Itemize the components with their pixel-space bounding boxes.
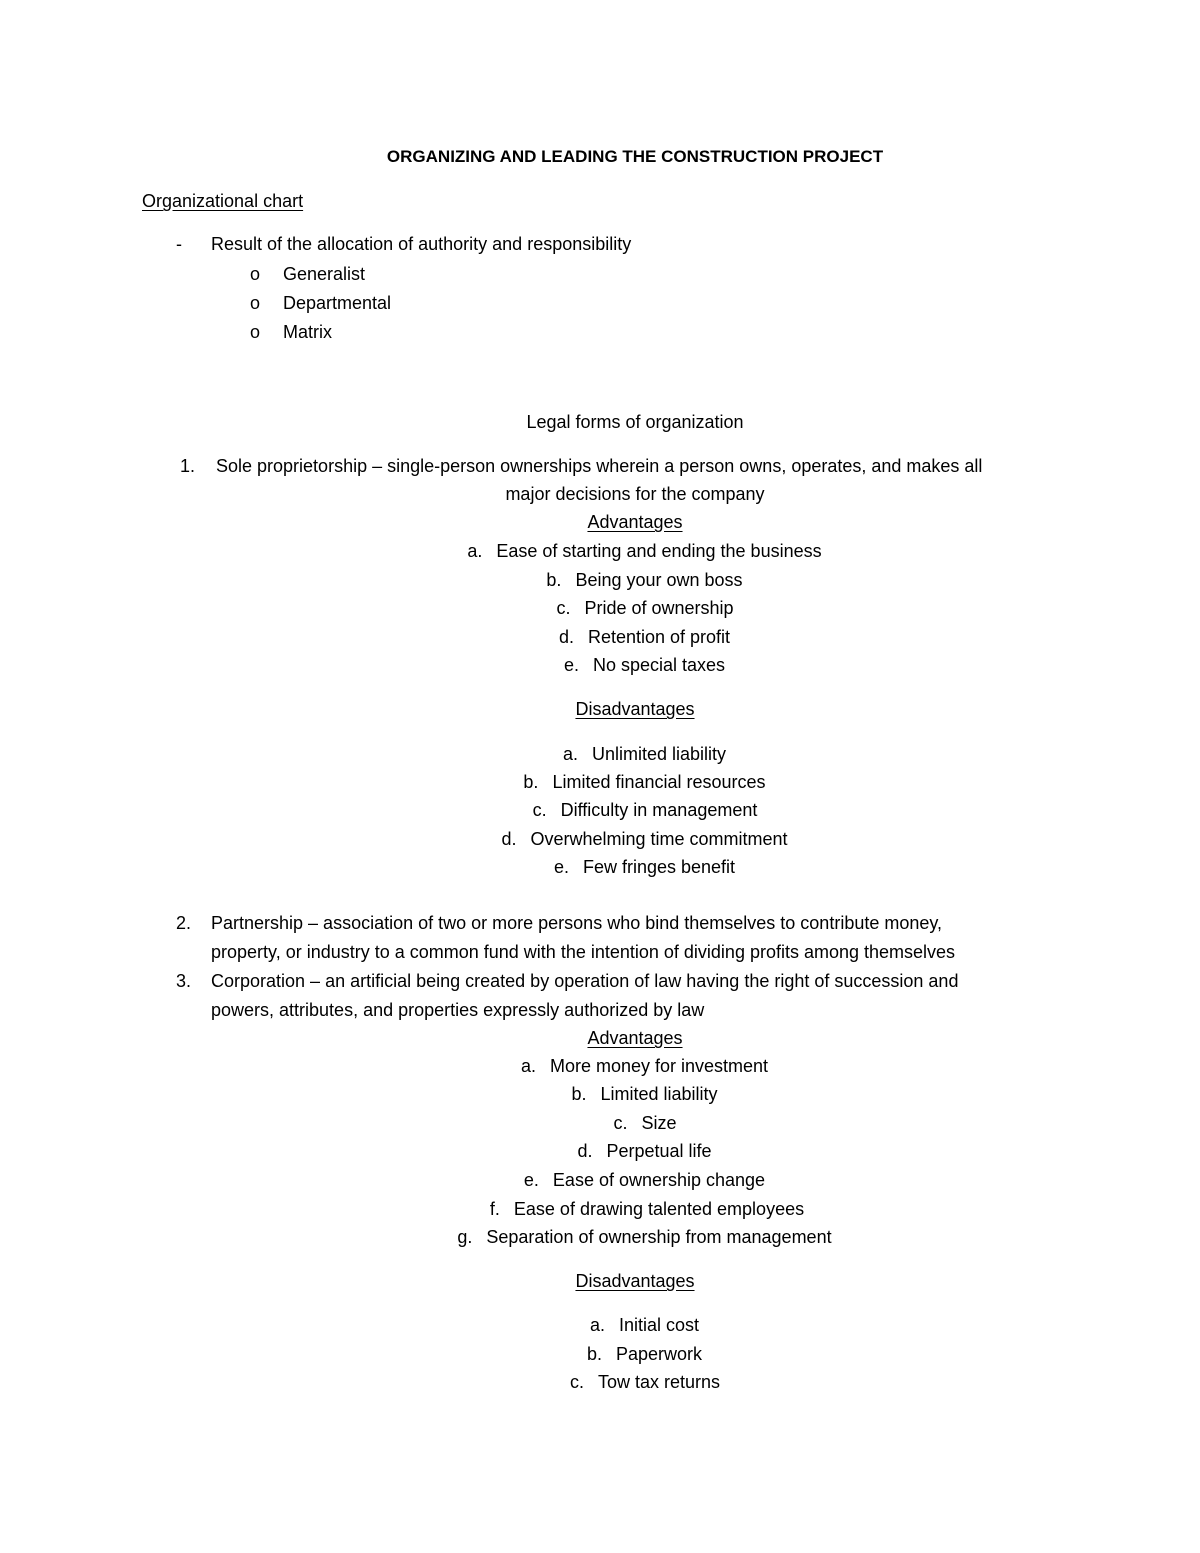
list-item: g. Separation of ownership from management — [457, 1227, 832, 1247]
list-item: d. Retention of profit — [558, 627, 731, 647]
item3-advantages-heading: Advantages — [587, 1028, 683, 1048]
list-item: b. Limited liability — [571, 1084, 718, 1104]
list-item: a. Unlimited liability — [562, 744, 727, 764]
item2-text-line2: property, or industry to a common fund with the intention of dividing profits among themselves — [211, 942, 956, 962]
item-number-2: 2. — [176, 913, 192, 933]
list-item: a. More money for investment — [520, 1056, 769, 1076]
item-number-3: 3. — [176, 971, 192, 991]
document-title: ORGANIZING AND LEADING THE CONSTRUCTION PROJECT — [386, 147, 884, 166]
list-item: b. Being your own boss — [546, 570, 743, 590]
list-item: d. Overwhelming time commitment — [501, 829, 788, 849]
list-item: d. Perpetual life — [577, 1141, 712, 1161]
item2-text-line1: Partnership – association of two or more persons who bind themselves to contribute money, — [211, 913, 943, 933]
sub-item-generalist: Generalist — [283, 264, 366, 284]
item1-text-line2: major decisions for the company — [505, 484, 765, 504]
sub-item-matrix: Matrix — [283, 322, 332, 342]
legal-forms-heading: Legal forms of organization — [526, 412, 744, 432]
sub-bullet: o — [250, 264, 261, 284]
list-item: c. Size — [613, 1113, 677, 1133]
item3-text-line1: Corporation – an artificial being created by operation of law having the right of succession and — [211, 971, 959, 991]
org-chart-item: Result of the allocation of authority and responsibility — [211, 234, 632, 254]
list-item: e. Few fringes benefit — [553, 857, 736, 877]
list-item: b. Limited financial resources — [523, 772, 766, 792]
item1-text-line1: Sole proprietorship – single-person ownerships wherein a person owns, operates, and makes all — [216, 456, 983, 476]
item3-text-line2: powers, attributes, and properties expressly authorized by law — [211, 1000, 705, 1020]
item1-disadvantages-heading: Disadvantages — [575, 699, 695, 719]
dash-bullet: - — [176, 234, 182, 254]
list-item: e. Ease of ownership change — [523, 1170, 766, 1190]
item3-disadvantages-heading: Disadvantages — [575, 1271, 695, 1291]
list-item: c. Tow tax returns — [569, 1372, 721, 1392]
list-item: f. Ease of drawing talented employees — [489, 1199, 805, 1219]
list-item: c. Difficulty in management — [532, 800, 758, 820]
org-chart-heading: Organizational chart — [142, 191, 304, 211]
list-item: a. Ease of starting and ending the business — [467, 541, 822, 561]
list-item: a. Initial cost — [589, 1315, 700, 1335]
list-item: e. No special taxes — [563, 655, 726, 675]
item-number-1: 1. — [180, 456, 196, 476]
sub-bullet: o — [250, 293, 261, 313]
item1-advantages-heading: Advantages — [587, 512, 683, 532]
sub-item-departmental: Departmental — [283, 293, 392, 313]
list-item: b. Paperwork — [586, 1344, 703, 1364]
list-item: c. Pride of ownership — [556, 598, 734, 618]
sub-bullet: o — [250, 322, 261, 342]
